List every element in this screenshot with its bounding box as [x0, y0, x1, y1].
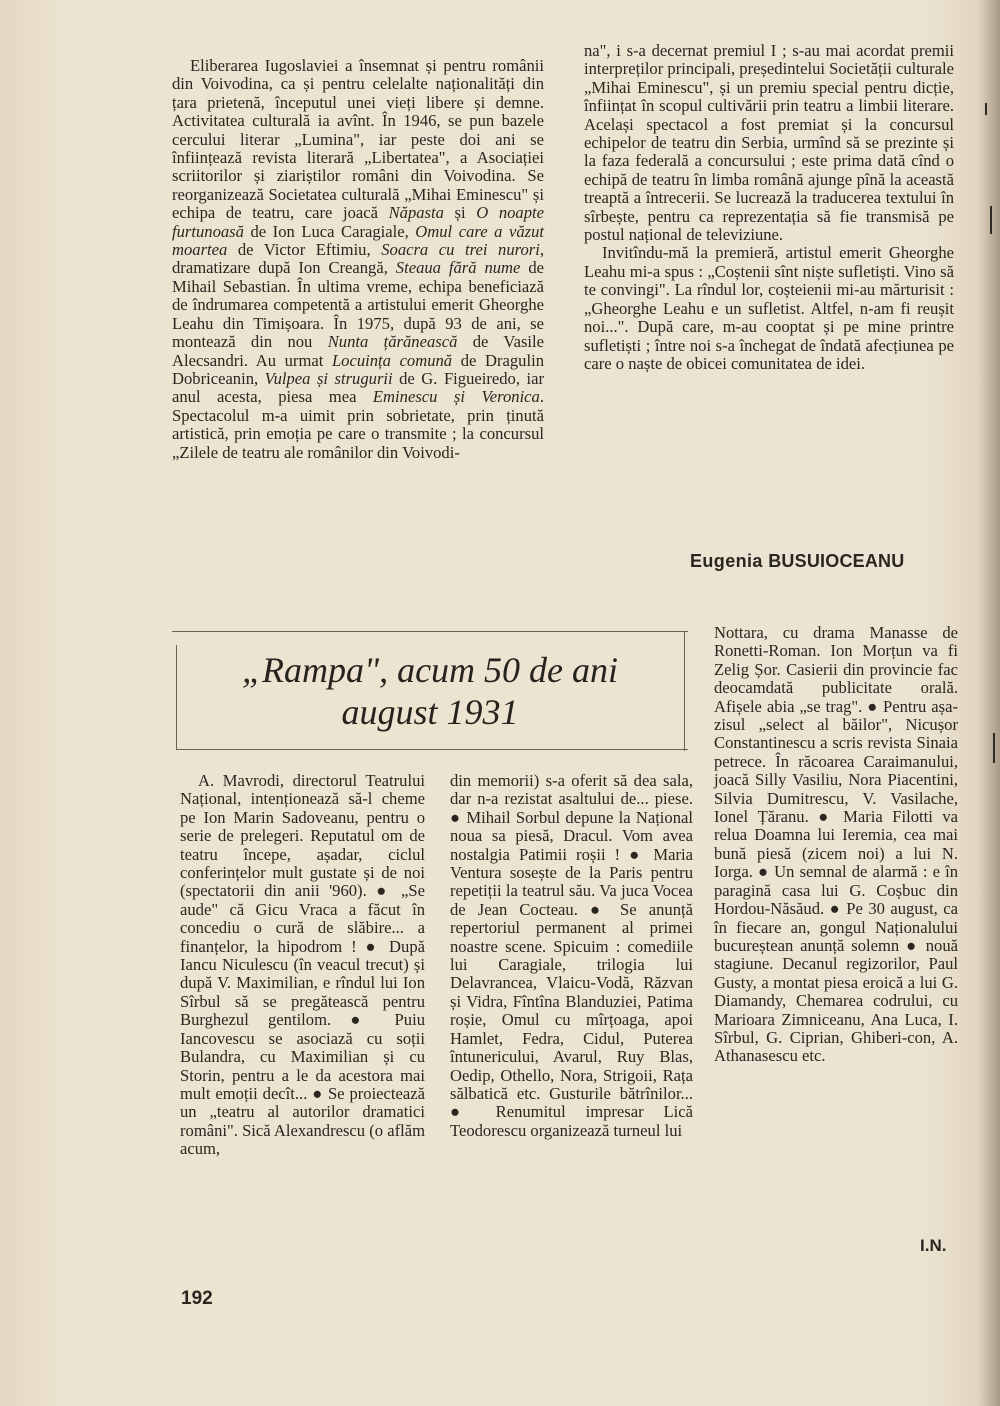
rampa-column-3-text: Nottara, cu drama Manasse de Ronetti-Roman. Ion Morțun va fi Zelig Șor. Casierii din provincie fac deocamdată publicitate orală. Afișele abia „se trag". ● Pentru așa-zisul „select al băilor", Nicușor Constantinescu a scris revista Sinaia petrece. În răcoarea Caraimanului, joacă Silly Vasiliu, Nora Piacentini, Silvia Dumitrescu, V. Vasilache, Ionel Țăranu. ● Maria Filotti va relua Doamna lui Ieremia, cea mai bună piesă (zicem noi) a lui N. Iorga. ● Un semnal de alarmă : e în paragină casa lui G. Coșbuc din Hordou-Năsăud. ● Pe 30 august, ca în fiecare an, gongul Naționalului bucureștean anunță solemn ● nouă stagiune. Decanul regizorilor, Paul Gusty, a montat piesa eroică a lui G. Diamandy, Chemarea codrului, cu Marioara Zimniceanu, Ana Luca, I. Sîrbul, G. Ciprian, Ghiberi-con, A. Athanasescu etc. — [714, 623, 958, 1066]
article1-author — [690, 551, 960, 572]
rampa-title-box — [172, 631, 688, 751]
page-edge-shadow — [978, 0, 1000, 1406]
scan-mark — [993, 733, 995, 763]
author-first-name: Eugenia — [690, 551, 763, 571]
title-box-bottom-rule — [176, 749, 688, 750]
rampa-column-2 — [450, 772, 693, 1140]
scan-mark — [985, 103, 987, 115]
title-box-top-rule — [172, 631, 688, 632]
article1-paragraph-1: Eliberarea Iugoslaviei a însemnat și pentru românii din Voivodina, ca și pentru celelalte naționalități din țara prietenă, începutul unei vieți libere și demne. Activitatea culturală ia avînt. În 1946, se pun bazele cercului literar „Lumina", iar peste doi ani se înființează revista literară „Libertatea", a Asociației scriitorilor și ziariștilor români din Voivodina. Se reorganizează Societatea culturală „Mihai Eminescu" și echipa de teatru, care joacă Năpasta și O noapte furtunoasă de Ion Luca Caragiale, Omul care a văzut moartea de Victor Eftimiu, Soacra cu trei nurori, dramatizare după Ion Creangă, Steaua fără nume de Mihail Sebastian. În ultima vreme, echipa beneficiază de îndrumarea competentă a artistului emerit Gheorghe Leahu din Timișoara. În 1975, după 93 de ani, se montează din nou Nunta țărănească de Vasile Alecsandri. Au urmat Locuința comună de Dragulin Dobriceanin, Vulpea și strugurii de G. Figueiredo, iar anul acesta, piesa mea Eminescu și Veronica. Spectacolul m-a uimit prin sobrietate, prin ținută artistică, prin emoția pe care o transmite ; la concursul „Zilele de teatru ale românilor din Voivodi- — [172, 56, 544, 462]
rampa-signature: I.N. — [920, 1236, 947, 1255]
scan-mark — [990, 206, 992, 234]
rampa-title: „Rampa", acum 50 de ani — [241, 650, 619, 690]
rampa-column-3 — [714, 624, 958, 1066]
rampa-subtitle: august 1931 — [341, 692, 519, 732]
article1-paragraph-3: Invitîndu-mă la premieră, artistul emerit Gheorghe Leahu mi-a spus : „Coștenii sînt niște sufletiști. Vino să te convingi". La rîndul lor, coșteienii mi-au mărturisit : „Gheorghe Leahu e un sufletist. Altfel, n-am fi reușit noi...". După care, m-au cooptat și pe mine printre sufletiști ; între noi s-a închegat de îndată afecțiunea pe care o naște de obicei comunitatea de idei. — [584, 243, 954, 373]
page-number: 192 — [181, 1288, 213, 1309]
rampa-column-2-text: din memorii) s-a oferit să dea sala, dar n-a rezistat asaltului de... piese. ● Mihail Sorbul depune la Național noua sa piesă, Dracul. Vom avea nostalgia Patimii roșii ! ● Maria Ventura sosește de la Paris pentru repetiții la teatrul său. Va juca Vocea de Jean Cocteau. ● Se anunță repertoriul permanent al primei noastre scene. Spicuim : comediile lui Caragiale, trilogia lui Delavrancea, Vlaicu-Vodă, Răzvan și Vidra, Fîntîna Blanduziei, Patima roșie, Omul cu mîrțoaga, apoi Hamlet, Fedra, Cidul, Puterea întunericului, Avarul, Ruy Blas, Oedip, Othello, Nora, Strigoii, Rața sălbatică etc. Gusturile bătrînilor... ● Renumitul impresar Lică Teodorescu organizează turneul lui — [450, 771, 693, 1140]
rampa-column-1 — [180, 772, 425, 1159]
rampa-column-1-text: A. Mavrodi, directorul Teatrului Național, intenționează să-l cheme pe Ion Marin Sadoveanu, pentru o serie de prelegeri. Reputatul om de teatru începe, așadar, ciclul conferințelor mult gustate și de noi (spectatorii din anii '960). ● „Se aude" că Gicu Vraca a făcut în concediu o cură de slăbire... a finanțelor, la hipodrom ! ● După Iancu Niculescu (în veacul trecut) și după V. Maximilian, e rîndul lui Ion Sîrbul să se pregătească pentru Burghezul gentilom. ● Puiu Iancovescu se asociază cu soții Bulandra, cu Maximilian și cu Storin, pentru a le da acestora mai mult emoții decît... ● Se proiectează un „teatru al autorilor dramatici români". Sică Alexandrescu (o aflăm acum, — [180, 771, 425, 1159]
author-last-name: BUSUIOCEANU — [768, 551, 905, 571]
article1-right-column — [584, 42, 954, 373]
title-box-right-rule — [684, 631, 685, 751]
article1-paragraph-2: na", i s-a decernat premiul I ; s-au mai acordat premii interpreților principali, președintelui Societății culturale „Mihai Eminescu", și un premiu special pentru dicție, înființat în scopul cultivării prin teatru a limbii literare. Același spectacol a fost premiat și la concursul echipelor de teatru din Serbia, urmînd să se prezinte și la faza federală a concursului ; este prima dată cînd o echipă de teatru în limba română ajunge pînă la această treaptă a întrecerii. Se lucrează la traducerea textului în sîrbește, pentru ca reprezentația să fie transmisă pe postul național de televiziune. — [584, 41, 955, 245]
article1-left-column — [172, 57, 544, 462]
